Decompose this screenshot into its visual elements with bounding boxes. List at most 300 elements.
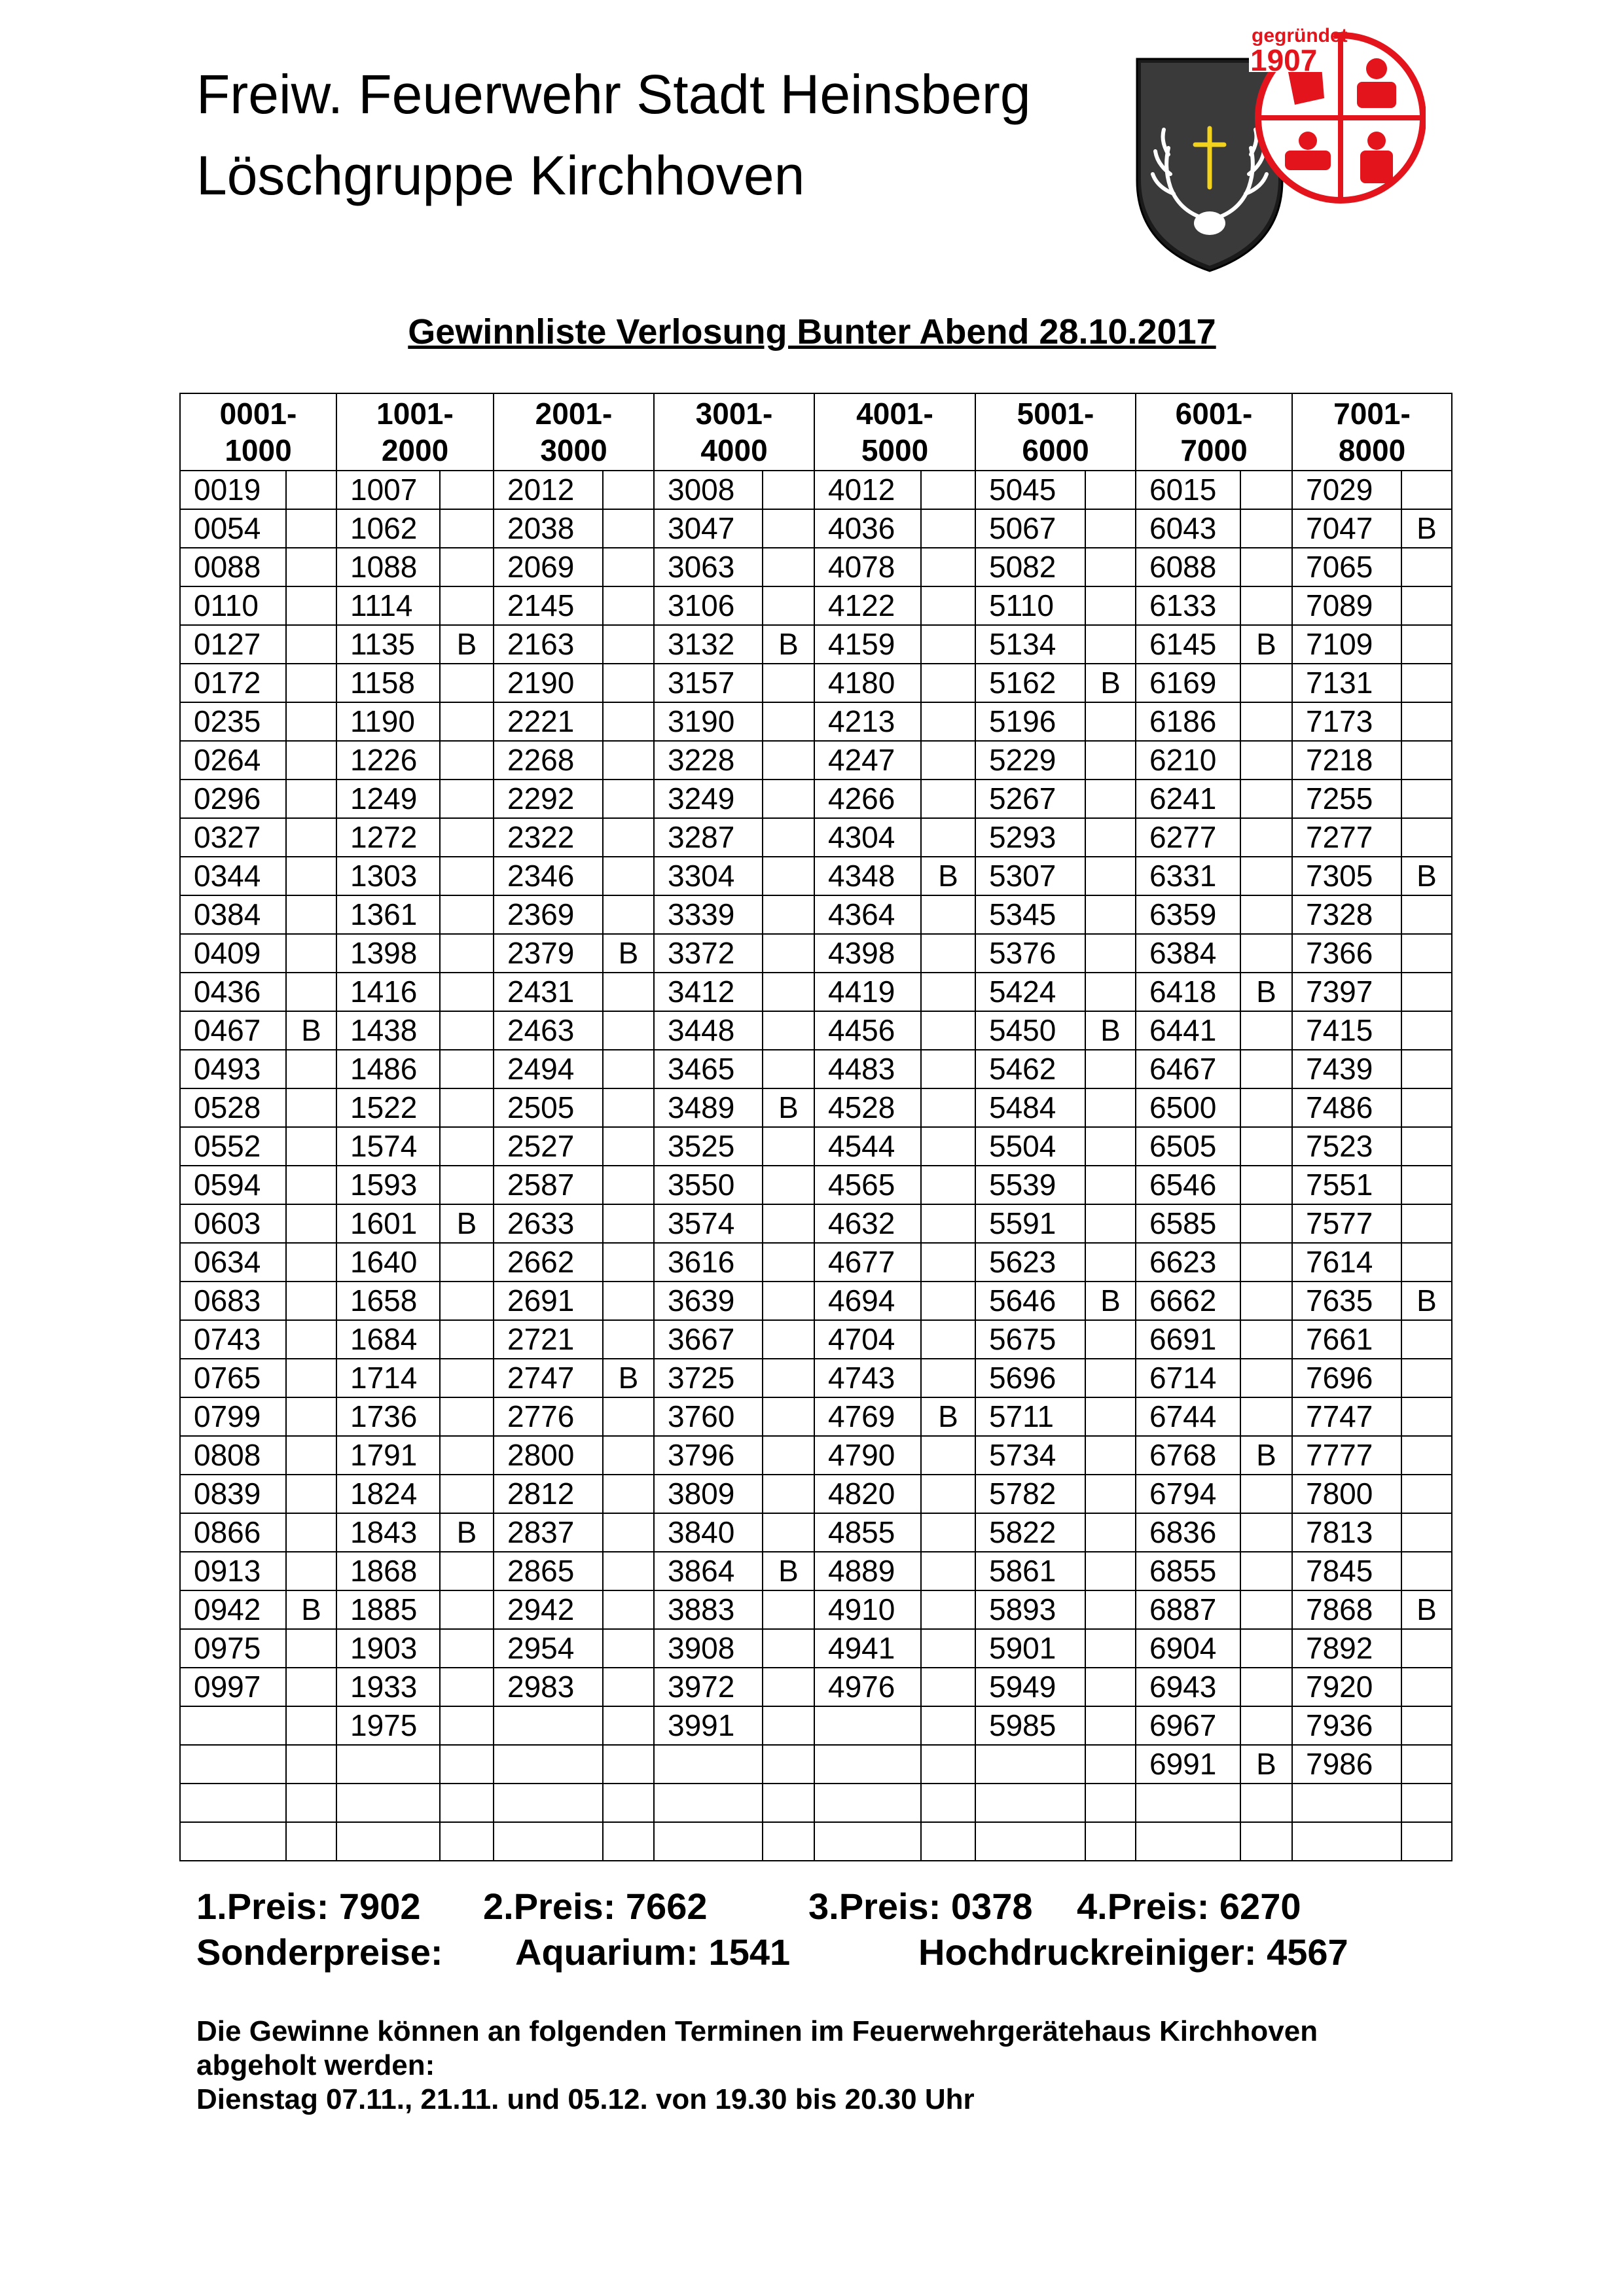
table-row — [180, 625, 1452, 664]
ticket-marker — [440, 973, 494, 1011]
ticket-marker — [1240, 1629, 1292, 1668]
ticket-number: 7800 — [1292, 1475, 1401, 1513]
ticket-marker — [763, 934, 814, 973]
ticket-marker — [1085, 1243, 1136, 1282]
prize-1: 1.Preis: 7902 — [196, 1886, 421, 1927]
ticket-marker — [763, 895, 814, 934]
ticket-number: 3525 — [654, 1127, 763, 1166]
ticket-number — [494, 1706, 603, 1745]
ticket-marker — [1240, 1204, 1292, 1243]
ticket-number: 0384 — [180, 895, 286, 934]
ticket-marker: B — [286, 1011, 336, 1050]
ticket-marker — [440, 818, 494, 857]
column-header-to: 2000 — [381, 433, 449, 467]
ticket-marker — [603, 1629, 654, 1668]
ticket-marker — [286, 1475, 336, 1513]
ticket-marker — [1401, 1822, 1452, 1861]
table-row — [180, 1011, 1452, 1050]
ticket-marker — [763, 1629, 814, 1668]
ticket-number: 4456 — [814, 1011, 921, 1050]
ticket-marker — [763, 1204, 814, 1243]
ticket-number: 3287 — [654, 818, 763, 857]
ticket-number: 4266 — [814, 780, 921, 818]
ticket-marker — [1240, 895, 1292, 934]
ticket-marker — [286, 1629, 336, 1668]
ticket-number — [975, 1745, 1085, 1784]
ticket-number: 4122 — [814, 586, 921, 625]
ticket-marker — [1401, 1359, 1452, 1397]
ticket-number: 3372 — [654, 934, 763, 973]
ticket-number: 3489 — [654, 1088, 763, 1127]
ticket-number: 3864 — [654, 1552, 763, 1590]
ticket-marker — [286, 1166, 336, 1204]
ticket-number: 0127 — [180, 625, 286, 664]
ticket-marker — [1240, 586, 1292, 625]
ticket-number: 5539 — [975, 1166, 1085, 1204]
column-header — [975, 393, 1136, 471]
ticket-marker — [1085, 702, 1136, 741]
ticket-number: 4364 — [814, 895, 921, 934]
ticket-number: 2800 — [494, 1436, 603, 1475]
ticket-number: 6441 — [1136, 1011, 1240, 1050]
ticket-number: 1416 — [336, 973, 440, 1011]
ticket-number: 5711 — [975, 1397, 1085, 1436]
ticket-number — [336, 1784, 440, 1822]
ticket-marker: B — [1240, 625, 1292, 664]
ticket-marker — [1085, 1320, 1136, 1359]
ticket-number: 4304 — [814, 818, 921, 857]
ticket-marker — [921, 895, 975, 934]
table-row — [180, 1088, 1452, 1127]
column-header — [1136, 393, 1292, 471]
ticket-marker — [603, 1127, 654, 1166]
ticket-number: 1574 — [336, 1127, 440, 1166]
ticket-number: 3249 — [654, 780, 763, 818]
ticket-marker — [603, 1552, 654, 1590]
ticket-marker — [1085, 509, 1136, 548]
ticket-marker: B — [1085, 664, 1136, 702]
special-prize-aquarium: Aquarium: 1541 — [515, 1931, 791, 1973]
ticket-marker — [921, 548, 975, 586]
ticket-marker — [286, 1552, 336, 1590]
ticket-number: 1640 — [336, 1243, 440, 1282]
ticket-number — [975, 1784, 1085, 1822]
ticket-number: 7920 — [1292, 1668, 1401, 1706]
ticket-number: 2379 — [494, 934, 603, 973]
ticket-number: 3106 — [654, 586, 763, 625]
ticket-marker — [286, 818, 336, 857]
ticket-marker — [286, 1243, 336, 1282]
ticket-number: 5082 — [975, 548, 1085, 586]
ticket-number: 7747 — [1292, 1397, 1401, 1436]
ticket-marker — [763, 1166, 814, 1204]
ticket-marker — [1240, 1706, 1292, 1745]
ticket-number: 1361 — [336, 895, 440, 934]
ticket-marker — [921, 1475, 975, 1513]
ticket-number — [494, 1822, 603, 1861]
column-header — [654, 393, 814, 471]
ticket-number: 7486 — [1292, 1088, 1401, 1127]
ticket-marker — [921, 1282, 975, 1320]
ticket-marker — [440, 1359, 494, 1397]
ticket-marker — [763, 1127, 814, 1166]
ticket-marker — [921, 1629, 975, 1668]
ticket-marker — [1085, 1513, 1136, 1552]
ticket-marker — [1085, 1590, 1136, 1629]
ticket-marker — [603, 1475, 654, 1513]
special-prizes-row — [196, 1929, 1440, 1975]
ticket-number: 2691 — [494, 1282, 603, 1320]
ticket-number: 2431 — [494, 973, 603, 1011]
ticket-marker — [1401, 1706, 1452, 1745]
ticket-number: 1114 — [336, 586, 440, 625]
ticket-marker — [603, 1320, 654, 1359]
ticket-number: 4247 — [814, 741, 921, 780]
table-row — [180, 857, 1452, 895]
ticket-number: 7397 — [1292, 973, 1401, 1011]
ticket-number: 0493 — [180, 1050, 286, 1088]
ticket-marker — [921, 1050, 975, 1088]
column-header — [336, 393, 494, 471]
ticket-number: 6623 — [1136, 1243, 1240, 1282]
ticket-number: 5893 — [975, 1590, 1085, 1629]
ticket-marker — [921, 471, 975, 509]
column-header-from: 6001- — [1175, 397, 1253, 431]
ticket-marker — [763, 1282, 814, 1320]
ticket-marker — [440, 1243, 494, 1282]
ticket-number: 2776 — [494, 1397, 603, 1436]
table-row — [180, 1243, 1452, 1282]
ticket-number: 6714 — [1136, 1359, 1240, 1397]
ticket-number: 5045 — [975, 471, 1085, 509]
ticket-number: 6794 — [1136, 1475, 1240, 1513]
ticket-number: 7868 — [1292, 1590, 1401, 1629]
ticket-marker — [286, 1282, 336, 1320]
ticket-number: 2954 — [494, 1629, 603, 1668]
ticket-number: 2322 — [494, 818, 603, 857]
ticket-marker — [1085, 1745, 1136, 1784]
ticket-marker — [1401, 1475, 1452, 1513]
ticket-number: 7277 — [1292, 818, 1401, 857]
ticket-marker — [603, 818, 654, 857]
ticket-number: 0088 — [180, 548, 286, 586]
ticket-number: 7415 — [1292, 1011, 1401, 1050]
ticket-marker — [1085, 1475, 1136, 1513]
ticket-marker — [286, 895, 336, 934]
main-prizes-row — [196, 1884, 1440, 1929]
ticket-marker: B — [440, 1513, 494, 1552]
ticket-marker: B — [921, 1397, 975, 1436]
table-row — [180, 780, 1452, 818]
ticket-number — [180, 1784, 286, 1822]
ticket-marker — [286, 934, 336, 973]
ticket-marker — [440, 1784, 494, 1822]
ticket-marker — [603, 1822, 654, 1861]
column-header-to: 7000 — [1180, 433, 1248, 467]
column-header — [180, 393, 336, 471]
ticket-marker — [286, 780, 336, 818]
ticket-marker — [440, 1629, 494, 1668]
ticket-marker — [1401, 1784, 1452, 1822]
ticket-number: 0235 — [180, 702, 286, 741]
ticket-number: 0975 — [180, 1629, 286, 1668]
table-row — [180, 1552, 1452, 1590]
ticket-number: 2747 — [494, 1359, 603, 1397]
ticket-marker — [921, 1822, 975, 1861]
ticket-number: 3448 — [654, 1011, 763, 1050]
ticket-marker — [1085, 934, 1136, 973]
ticket-number: 4012 — [814, 471, 921, 509]
ticket-number: 7936 — [1292, 1706, 1401, 1745]
table-row — [180, 1397, 1452, 1436]
ticket-marker — [1085, 1552, 1136, 1590]
ticket-marker — [921, 1513, 975, 1552]
ticket-number: 4348 — [814, 857, 921, 895]
ticket-number: 0327 — [180, 818, 286, 857]
ticket-number: 2163 — [494, 625, 603, 664]
ticket-marker — [603, 509, 654, 548]
ticket-marker — [1085, 1436, 1136, 1475]
ticket-number: 7366 — [1292, 934, 1401, 973]
ticket-number: 1135 — [336, 625, 440, 664]
ticket-number: 7523 — [1292, 1127, 1401, 1166]
ticket-marker — [921, 1011, 975, 1050]
ticket-marker — [603, 780, 654, 818]
ticket-marker — [286, 548, 336, 586]
ticket-marker — [440, 780, 494, 818]
ticket-marker — [440, 1127, 494, 1166]
ticket-marker — [1240, 818, 1292, 857]
ticket-marker — [921, 1784, 975, 1822]
ticket-number: 0743 — [180, 1320, 286, 1359]
ticket-number: 3639 — [654, 1282, 763, 1320]
ticket-number: 4565 — [814, 1166, 921, 1204]
ticket-number: 4976 — [814, 1668, 921, 1706]
ticket-marker — [286, 1204, 336, 1243]
ticket-marker — [603, 548, 654, 586]
ticket-marker — [286, 509, 336, 548]
table-row — [180, 664, 1452, 702]
ticket-marker — [440, 1397, 494, 1436]
ticket-number: 1824 — [336, 1475, 440, 1513]
ticket-number: 2292 — [494, 780, 603, 818]
ticket-marker: B — [603, 934, 654, 973]
ticket-number: 5696 — [975, 1359, 1085, 1397]
ticket-number: 7892 — [1292, 1629, 1401, 1668]
ticket-marker — [603, 1513, 654, 1552]
ticket-number: 5196 — [975, 702, 1085, 741]
column-header-to: 1000 — [225, 433, 292, 467]
table-row — [180, 818, 1452, 857]
ticket-marker — [603, 625, 654, 664]
ticket-marker — [286, 471, 336, 509]
ticket-number: 0839 — [180, 1475, 286, 1513]
ticket-number: 4632 — [814, 1204, 921, 1243]
ticket-marker: B — [1240, 1745, 1292, 1784]
ticket-marker — [603, 1784, 654, 1822]
ticket-marker — [440, 471, 494, 509]
ticket-marker: B — [1085, 1282, 1136, 1320]
ticket-number: 6145 — [1136, 625, 1240, 664]
ticket-marker — [1085, 548, 1136, 586]
ticket-number: 0264 — [180, 741, 286, 780]
ticket-number: 3157 — [654, 664, 763, 702]
ticket-number: 1885 — [336, 1590, 440, 1629]
ticket-number: 6384 — [1136, 934, 1240, 973]
ticket-marker — [286, 1668, 336, 1706]
ticket-marker — [603, 895, 654, 934]
ticket-marker — [440, 1552, 494, 1590]
table-row — [180, 586, 1452, 625]
ticket-number: 1684 — [336, 1320, 440, 1359]
ticket-marker — [286, 586, 336, 625]
ticket-marker — [440, 1745, 494, 1784]
ticket-number: 6855 — [1136, 1552, 1240, 1590]
ticket-marker — [603, 857, 654, 895]
ticket-marker — [763, 780, 814, 818]
column-header-to: 6000 — [1022, 433, 1089, 467]
table-row — [180, 1320, 1452, 1359]
ticket-marker — [286, 1127, 336, 1166]
ticket-number: 7813 — [1292, 1513, 1401, 1552]
ticket-number: 3760 — [654, 1397, 763, 1436]
ticket-number: 6186 — [1136, 702, 1240, 741]
ticket-number: 7777 — [1292, 1436, 1401, 1475]
table-row — [180, 1475, 1452, 1513]
ticket-marker — [286, 973, 336, 1011]
ticket-number: 5591 — [975, 1204, 1085, 1243]
ticket-marker — [286, 1822, 336, 1861]
ticket-marker — [603, 741, 654, 780]
ticket-marker — [286, 625, 336, 664]
ticket-marker — [603, 1088, 654, 1127]
ticket-marker — [440, 1166, 494, 1204]
ticket-marker — [440, 857, 494, 895]
ticket-number: 5462 — [975, 1050, 1085, 1088]
ticket-number: 4941 — [814, 1629, 921, 1668]
ticket-number: 0019 — [180, 471, 286, 509]
ticket-marker — [286, 1706, 336, 1745]
ticket-number: 4036 — [814, 509, 921, 548]
ticket-number: 2038 — [494, 509, 603, 548]
ticket-number: 1903 — [336, 1629, 440, 1668]
ticket-marker — [763, 1706, 814, 1745]
ticket-number: 4483 — [814, 1050, 921, 1088]
ticket-marker — [286, 1745, 336, 1784]
ticket-number: 4180 — [814, 664, 921, 702]
ticket-number: 5623 — [975, 1243, 1085, 1282]
ticket-marker: B — [763, 1088, 814, 1127]
ticket-marker — [1085, 625, 1136, 664]
ticket-marker — [1240, 1166, 1292, 1204]
winning-numbers-table — [179, 393, 1453, 1861]
ticket-number: 5450 — [975, 1011, 1085, 1050]
ticket-number: 7131 — [1292, 664, 1401, 702]
ticket-marker — [603, 1745, 654, 1784]
ticket-number: 4855 — [814, 1513, 921, 1552]
ticket-marker — [921, 1668, 975, 1706]
ticket-marker — [603, 973, 654, 1011]
ticket-marker: B — [1401, 1590, 1452, 1629]
ticket-number: 2268 — [494, 741, 603, 780]
special-prizes-label: Sonderpreise: — [196, 1931, 443, 1973]
ticket-marker — [1085, 1668, 1136, 1706]
ticket-marker: B — [1401, 857, 1452, 895]
ticket-number: 1486 — [336, 1050, 440, 1088]
ticket-marker — [603, 586, 654, 625]
ticket-number: 0866 — [180, 1513, 286, 1552]
ticket-marker — [921, 818, 975, 857]
ticket-number: 1226 — [336, 741, 440, 780]
ticket-marker — [763, 1784, 814, 1822]
ticket-marker — [763, 1397, 814, 1436]
ticket-marker — [603, 1050, 654, 1088]
ticket-number — [1136, 1784, 1240, 1822]
ticket-number: 5484 — [975, 1088, 1085, 1127]
ticket-marker — [921, 741, 975, 780]
ticket-number: 5949 — [975, 1668, 1085, 1706]
ticket-marker — [1401, 625, 1452, 664]
ticket-number: 7065 — [1292, 548, 1401, 586]
ticket-number — [1136, 1822, 1240, 1861]
ticket-marker — [440, 934, 494, 973]
ticket-number: 6277 — [1136, 818, 1240, 857]
ticket-marker — [603, 1590, 654, 1629]
ticket-marker — [440, 1475, 494, 1513]
ticket-number: 3908 — [654, 1629, 763, 1668]
ticket-number — [180, 1706, 286, 1745]
ticket-marker — [1401, 780, 1452, 818]
ticket-number: 3883 — [654, 1590, 763, 1629]
ticket-marker — [921, 1320, 975, 1359]
ticket-marker — [286, 857, 336, 895]
ticket-marker — [921, 934, 975, 973]
ticket-number: 2190 — [494, 664, 603, 702]
ticket-marker — [440, 1436, 494, 1475]
ticket-marker: B — [1240, 1436, 1292, 1475]
table-row — [180, 548, 1452, 586]
ticket-marker — [1085, 1822, 1136, 1861]
ticket-marker — [921, 509, 975, 548]
ticket-marker — [1240, 1784, 1292, 1822]
ticket-number: 1062 — [336, 509, 440, 548]
ticket-marker — [1401, 895, 1452, 934]
ticket-number: 4213 — [814, 702, 921, 741]
ticket-marker — [440, 1822, 494, 1861]
ticket-number — [180, 1745, 286, 1784]
ticket-number: 2505 — [494, 1088, 603, 1127]
column-header-from: 7001- — [1333, 397, 1411, 431]
ticket-marker — [921, 1706, 975, 1745]
ticket-marker — [1085, 1204, 1136, 1243]
ticket-number: 3574 — [654, 1204, 763, 1243]
ticket-marker: B — [440, 625, 494, 664]
ticket-number: 7439 — [1292, 1050, 1401, 1088]
ticket-number — [814, 1706, 921, 1745]
ticket-number: 0594 — [180, 1166, 286, 1204]
ticket-marker — [763, 1436, 814, 1475]
table-row — [180, 741, 1452, 780]
ticket-number: 4694 — [814, 1282, 921, 1320]
ticket-marker: B — [1401, 1282, 1452, 1320]
table-row — [180, 1359, 1452, 1397]
ticket-number: 5376 — [975, 934, 1085, 973]
ticket-marker — [1401, 1166, 1452, 1204]
ticket-number: 2527 — [494, 1127, 603, 1166]
column-header-to: 3000 — [540, 433, 607, 467]
ticket-marker — [1401, 1745, 1452, 1784]
ticket-number: 0110 — [180, 586, 286, 625]
